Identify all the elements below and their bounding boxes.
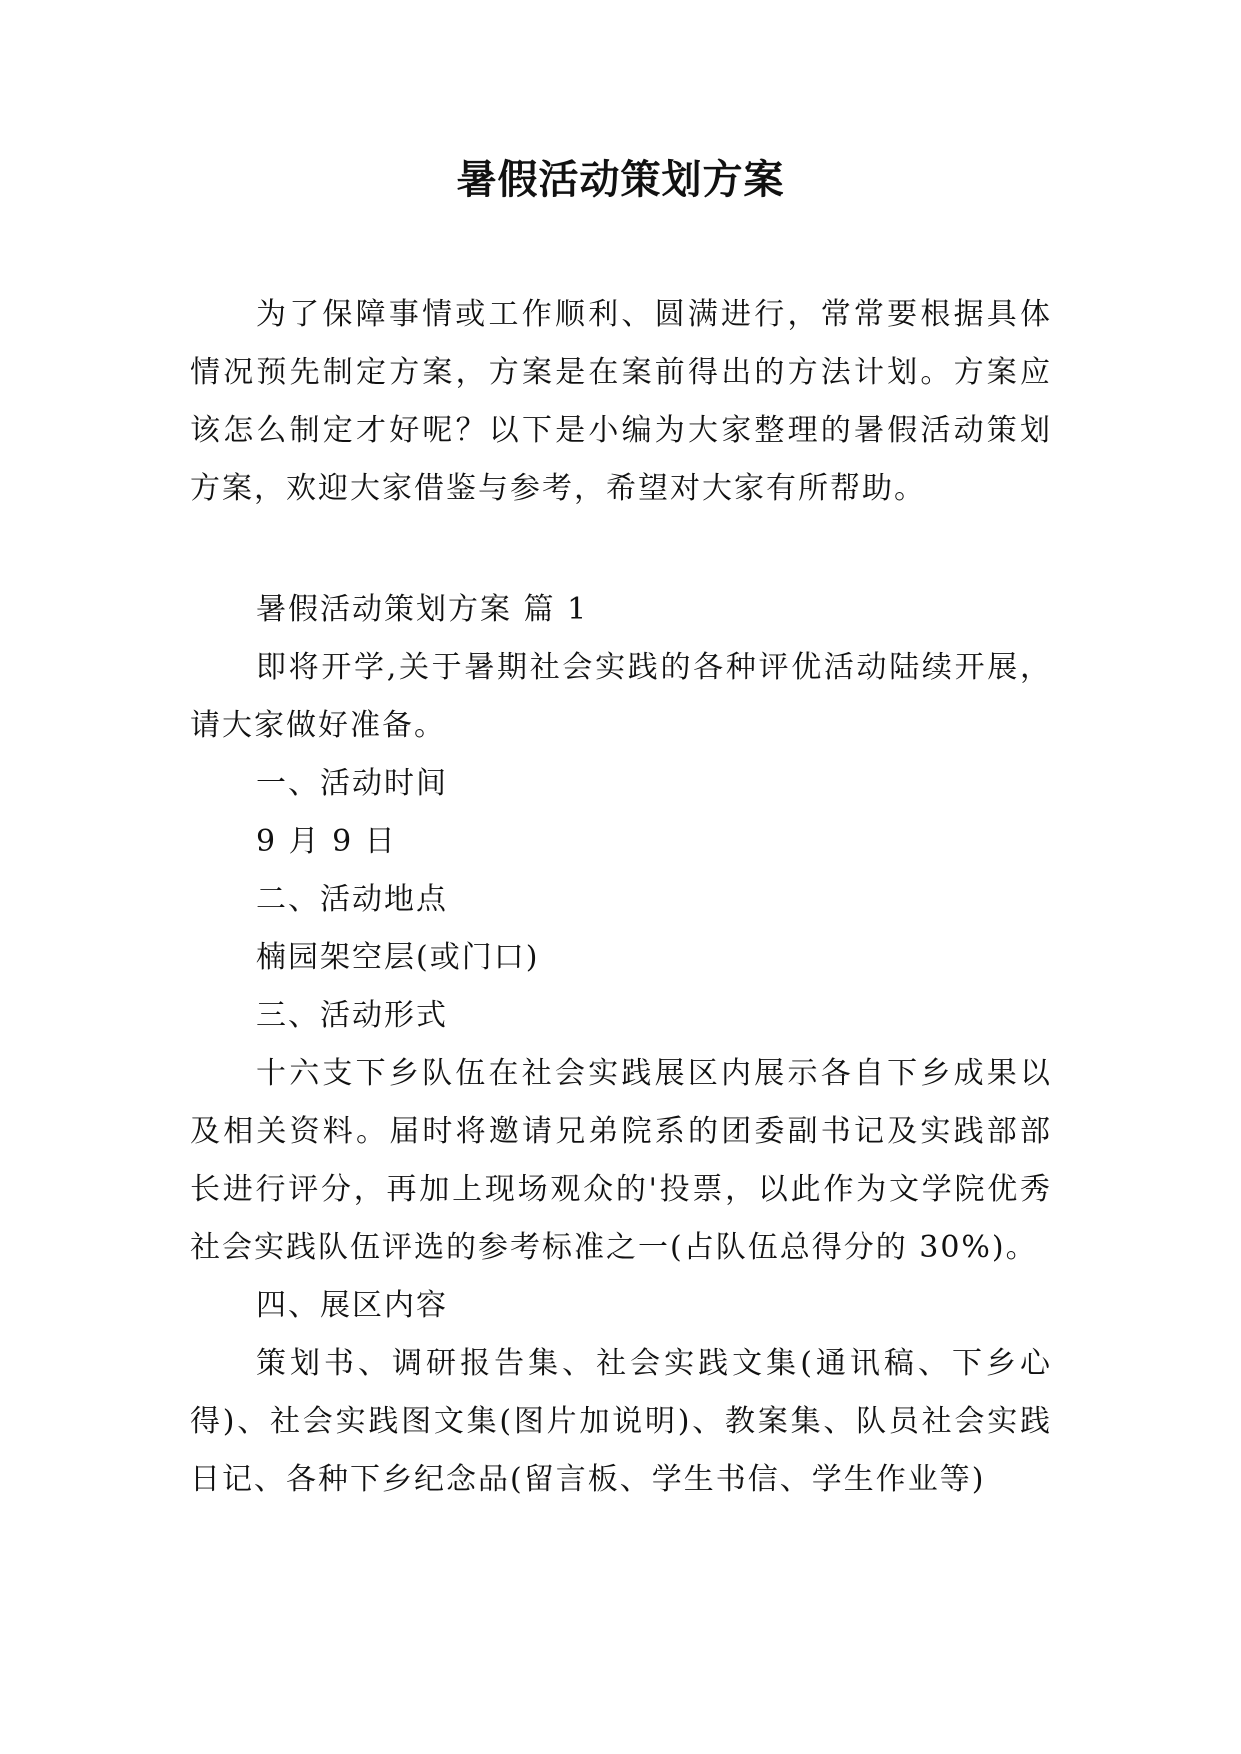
activity-date: 9 月 9 日: [256, 824, 397, 859]
activity-location: 楠园架空层(或门口): [256, 940, 540, 975]
heading-activity-location: 二、活动地点: [256, 882, 448, 917]
intro-paragraph: 为了保障事情或工作顺利、圆满进行，常常要根据具体情况预先制定方案，方案是在案前得出的方法计划。方案应该怎么制定才好呢？以下是小编为大家整理的暑假活动策划方案，欢迎大家借鉴与参考，希望对大家有所帮助。: [190, 297, 1052, 506]
heading-exhibit-content: 四、展区内容: [256, 1288, 448, 1323]
activity-format-text: 十六支下乡队伍在社会实践展区内展示各自下乡成果以及相关资料。届时将邀请兄弟院系的团委副书记及实践部部长进行评分，再加上现场观众的'投票，以此作为文学院优秀社会实践队伍评选的参考标准之一(占队伍总得分的 30%)。: [190, 1056, 1052, 1265]
body-paragraph: 即将开学,关于暑期社会实践的各种评优活动陆续开展，请大家做好准备。: [190, 650, 1052, 743]
heading-activity-format: 三、活动形式: [256, 998, 448, 1033]
heading-activity-time: 一、活动时间: [256, 766, 448, 801]
document-body: [190, 581, 1052, 1509]
section-heading: 暑假活动策划方案 篇 1: [256, 592, 589, 627]
document-title: 暑假活动策划方案: [456, 156, 785, 203]
exhibit-content-text: 策划书、调研报告集、社会实践文集(通讯稿、下乡心得)、社会实践图文集(图片加说明)、教案集、队员社会实践日记、各种下乡纪念品(留言板、学生书信、学生作业等): [190, 1346, 1052, 1497]
